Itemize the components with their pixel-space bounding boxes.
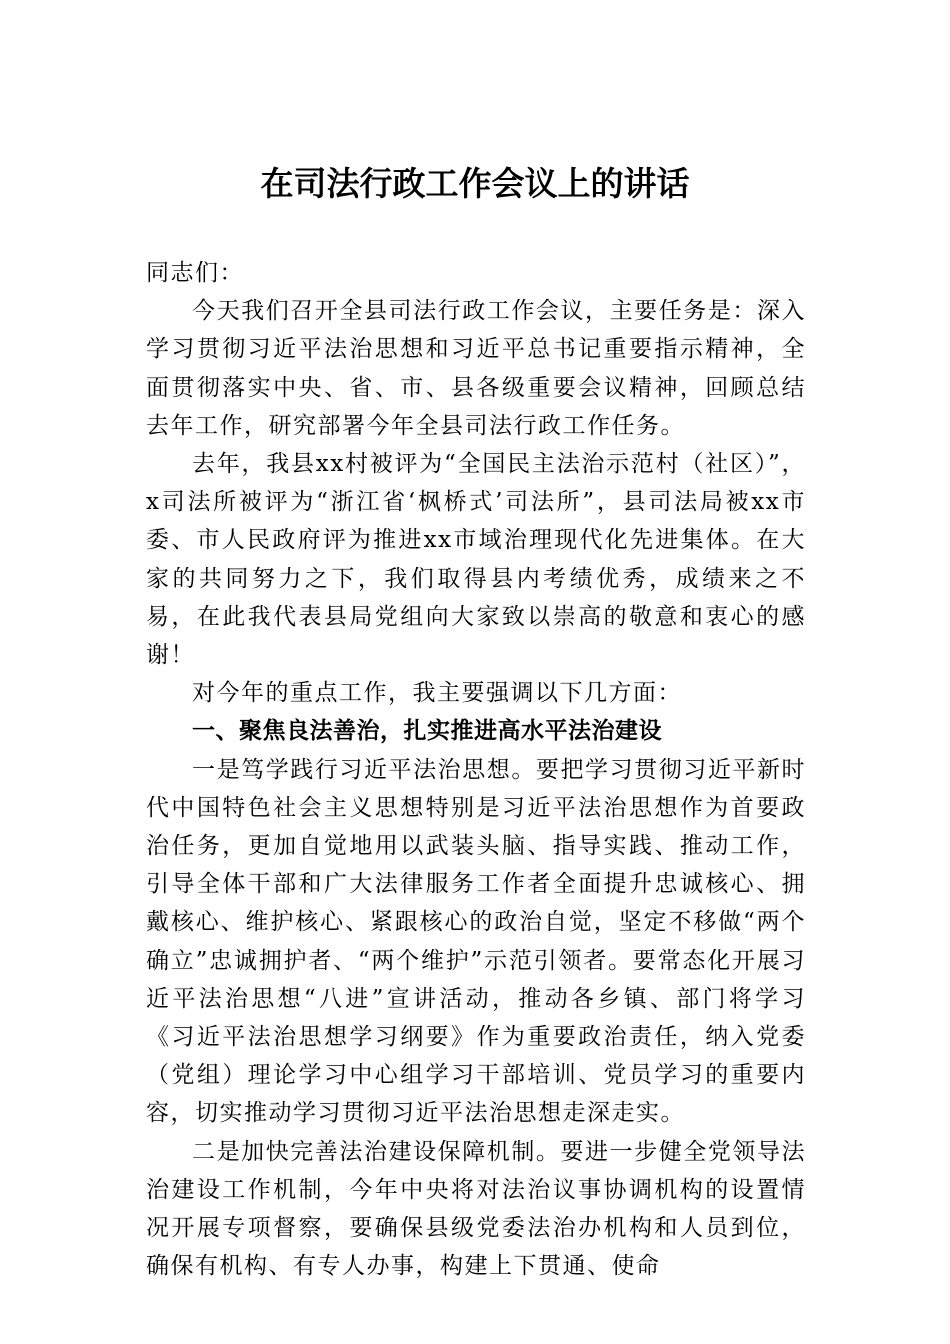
section-heading: 一、聚焦良法善治，扎实推进高水平法治建设: [192, 718, 662, 745]
paragraph-focus-intro: 对今年的重点工作，我主要强调以下几方面：: [192, 680, 682, 707]
paragraph-point-one: 一是笃学践行习近平法治思想。要把学习贯彻习近平新时代中国特色社会主义思想特别是习近平法治思想作为首要政治任务，更加自觉地用以武装头脑、指导实践、推动工作，引导全体干部和广大法律服务工作者全面提升忠诚核心、拥戴核心、维护核心、紧跟核心的政治自觉，坚定不移做“两个确立”忠诚拥护者、“两个维护”示范引领者。要常态化开展习近平法治思想“八进”宣讲活动，推动各乡镇、部门将学习《习近平法治思想学习纲要》作为重要政治责任，纳入党委（党组）理论学习中心组学习干部培训、党员学习的重要内容，切实推动学习贯彻习近平法治思想走深走实。: [146, 756, 806, 1127]
paragraph-achievements: 去年，我县xx村被评为“全国民主法治示范村（社区）”，x司法所被评为“浙江省‘枫桥式’司法所”，县司法局被xx市委、市人民政府评为推进xx市域治理现代化先进集体。在大家的共同努力之下，我们取得县内考绩优秀，成绩来之不易，在此我代表县局党组向大家致以崇高的敬意和衷心的感谢！: [146, 451, 806, 669]
document-title: 在司法行政工作会议上的讲话: [260, 164, 690, 203]
paragraph-point-two: 二是加快完善法治建设保障机制。要进一步健全党领导法治建设工作机制，今年中央将对法治议事协调机构的设置情况开展专项督察，要确保县级党委法治办机构和人员到位，确保有机构、有专人办事，构建上下贯通、使命: [146, 1138, 806, 1280]
document-body: [146, 254, 806, 1285]
salutation: 同志们：: [146, 260, 244, 286]
paragraph-intro: 今天我们召开全县司法行政工作会议，主要任务是：深入学习贯彻习近平法治思想和习近平总书记重要指示精神，全面贯彻落实中央、省、市、县各级重要会议精神，回顾总结去年工作，研究部署今年全县司法行政工作任务。: [146, 298, 806, 439]
